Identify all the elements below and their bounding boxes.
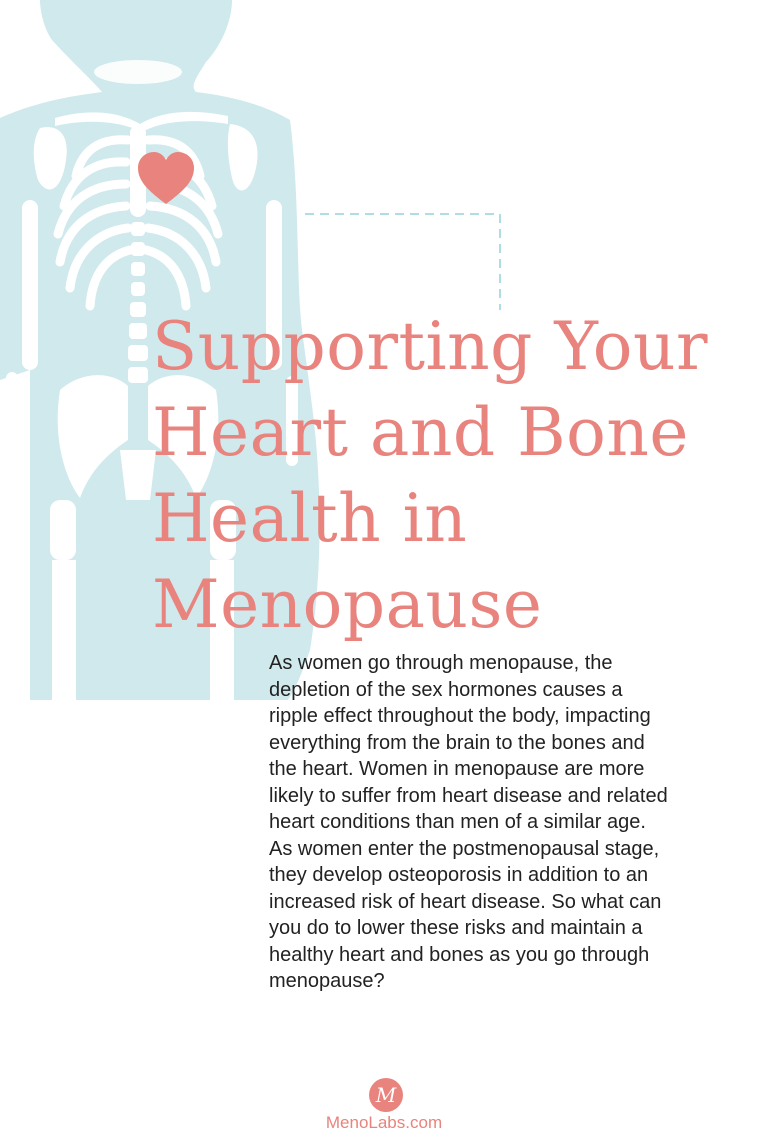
logo-letter: M xyxy=(375,1083,397,1107)
title-line: Supporting Your xyxy=(152,308,708,385)
paragraph-line: they develop osteoporosis in addition to an xyxy=(269,864,649,886)
paragraph-line: healthy heart and bones as you go through xyxy=(269,943,650,966)
paragraph-line: ripple effect throughout the body, impacting xyxy=(269,705,651,727)
intro-paragraph xyxy=(269,650,739,995)
brand-link[interactable]: MenoLabs.com xyxy=(325,1113,443,1132)
title-line: Menopause xyxy=(152,566,543,643)
paragraph-line: increased risk of heart disease. So what can xyxy=(269,890,662,913)
menolabs-logo-icon[interactable] xyxy=(369,1078,403,1112)
paragraph-line: depletion of the sex hormones causes a xyxy=(269,678,623,701)
title-line: Health in xyxy=(152,480,468,557)
paragraph-line: As women enter the postmenopausal stage, xyxy=(269,837,660,860)
title-line: Heart and Bone xyxy=(152,394,689,471)
paragraph-line: heart conditions than men of a similar age. xyxy=(269,811,646,833)
paragraph-line: As women go through menopause, the xyxy=(269,652,613,674)
paragraph-line: menopause? xyxy=(269,970,385,992)
paragraph-line: you do to lower these risks and maintain a xyxy=(269,917,643,939)
paragraph-line: everything from the brain to the bones and xyxy=(269,731,645,754)
paragraph-line: likely to suffer from heart disease and related xyxy=(269,784,668,807)
paragraph-line: the heart. Women in menopause are more xyxy=(269,758,645,780)
page-title xyxy=(152,304,752,648)
